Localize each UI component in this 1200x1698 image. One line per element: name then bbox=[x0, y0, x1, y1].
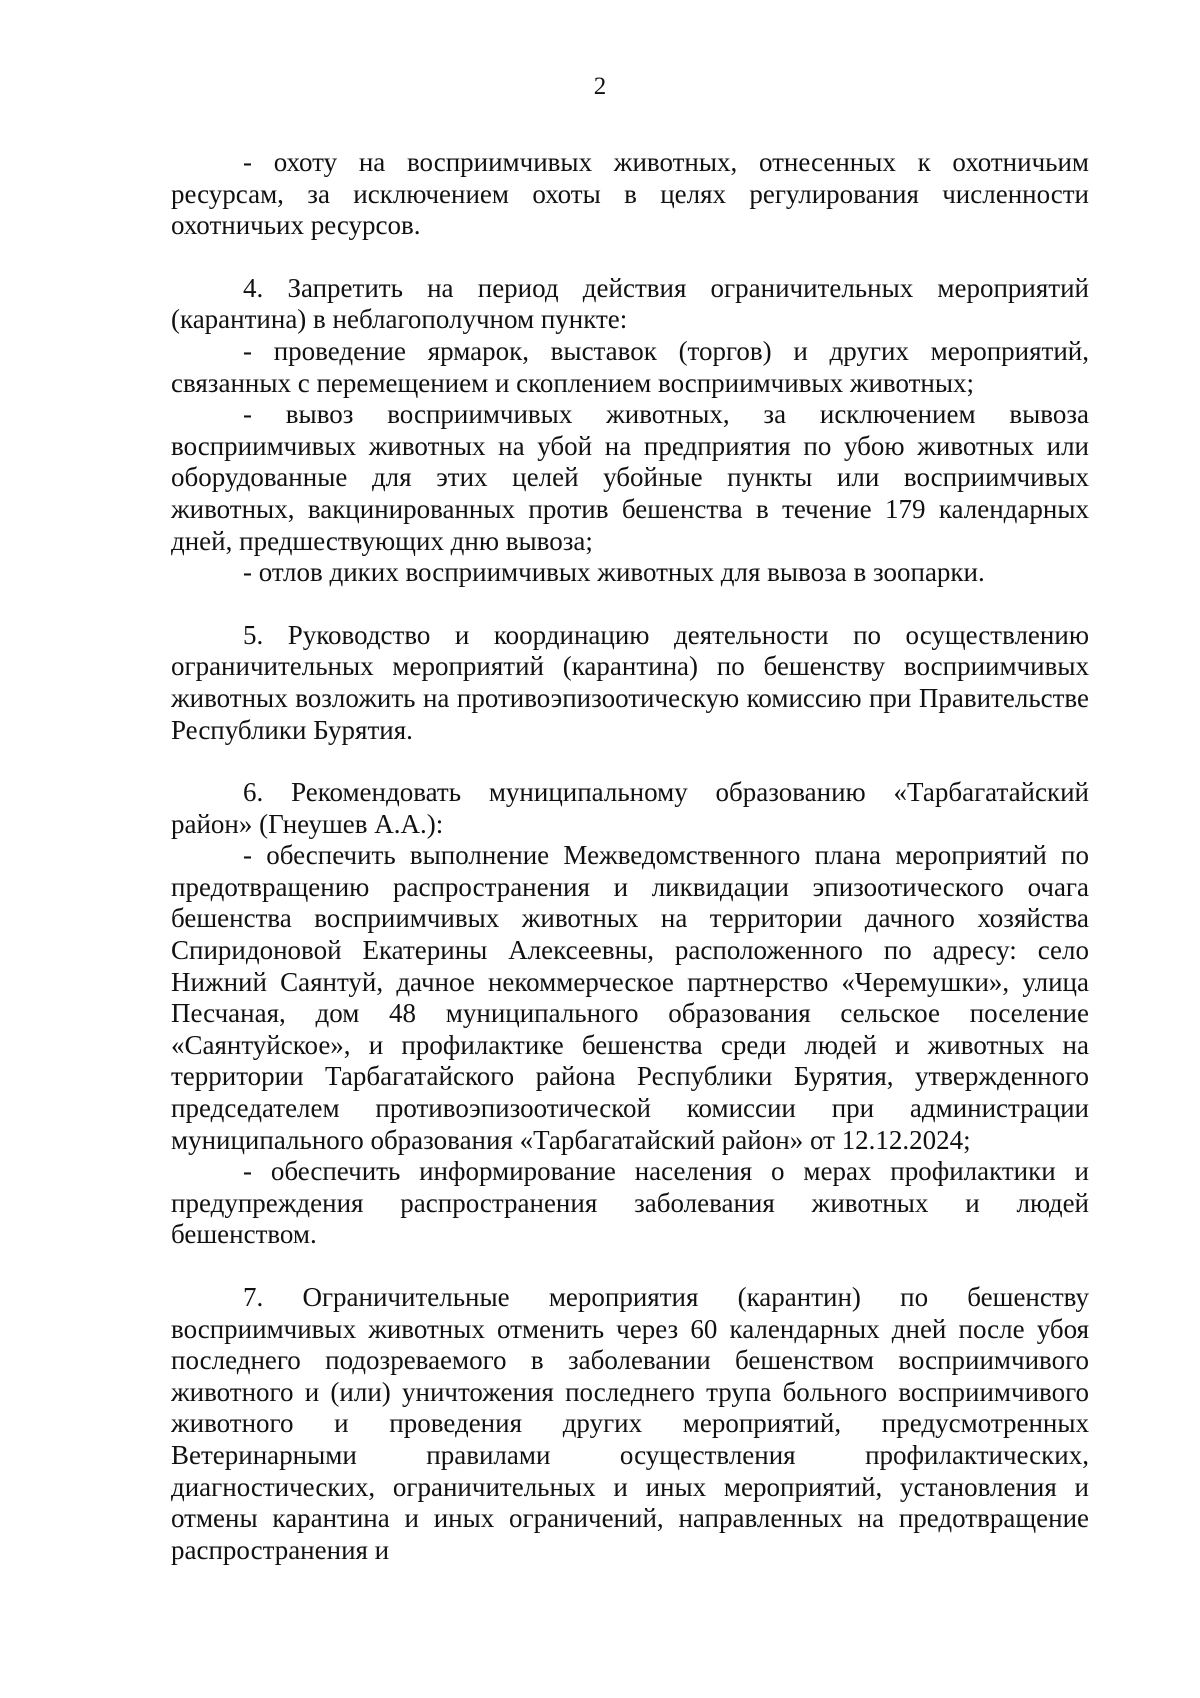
document-body bbox=[171, 147, 1089, 1566]
paragraph-item-7: 7. Ограничительные мероприятия (карантин) по бешенству восприимчивых животных отменить через 60 календарных дней после убоя последнего подозреваемого в заболевании бешенством восприимчивого животного и (или) уничтожения последнего трупа больного восприимчивого животного и проведения других мероприятий, предусмотренных Ветеринарными правилами осуществления профилактических, диагностических, ограничительных и иных мероприятий, установления и отмены карантина и иных ограничений, направленных на предотвращение распространения и bbox=[171, 1282, 1089, 1565]
paragraph-public-information: - обеспечить информирование населения о мерах профилактики и предупреждения распространения заболевания животных и людей бешенством. bbox=[171, 1156, 1089, 1250]
paragraph-plan-implementation: - обеспечить выполнение Межведомственного плана мероприятий по предотвращению распространения и ликвидации эпизоотического очага бешенства восприимчивых животных на территории дачного хозяйства Спиридоновой Екатерины Алексеевны, расположенного по адресу: село Нижний Саянтуй, дачное некоммерческое партнерство «Черемушки», улица Песчаная, дом 48 муниципального образования сельское поселение «Саянтуйское», и профилактике бешенства среди людей и животных на территории Тарбагатайского района Республики Бурятия, утвержденного председателем противоэпизоотической комиссии при администрации муниципального образования «Тарбагатайский район» от 12.12.2024; bbox=[171, 840, 1089, 1155]
paragraph-capture-ban: - отлов диких восприимчивых животных для вывоза в зоопарки. bbox=[243, 557, 985, 588]
paragraph-export-ban: - вывоз восприимчивых животных, за исключением вывоза восприимчивых животных на убой на предприятия по убою животных или оборудованные для этих целей убойные пункты или восприимчивых животных, вакцинированных против бешенства в течение 179 календарных дней, предшествующих дню вывоза; bbox=[171, 399, 1089, 556]
paragraph-item-5: 5. Руководство и координацию деятельности по осуществлению ограничительных мероприятий (карантина) по бешенству восприимчивых животных возложить на противоэпизоотическую комиссию при Правительстве Республики Бурятия. bbox=[171, 619, 1089, 745]
paragraph-gap bbox=[171, 746, 1089, 777]
paragraph-item-4: 4. Запретить на период действия ограничительных мероприятий (карантина) в неблагополучном пункте: bbox=[171, 272, 1089, 335]
paragraph-hunting-ban: - охоту на восприимчивых животных, отнесенных к охотничьим ресурсам, за исключением охоты в целях регулирования численности охотничьих ресурсов. bbox=[171, 147, 1089, 241]
page-number: 2 bbox=[593, 73, 607, 100]
paragraph-fairs-ban: - проведение ярмарок, выставок (торгов) и других мероприятий, связанных с перемещением и скоплением восприимчивых животных; bbox=[171, 335, 1089, 398]
paragraph-gap bbox=[171, 1251, 1089, 1282]
paragraph-item-6: 6. Рекомендовать муниципальному образованию «Тарбагатайский район» (Гнеушев А.А.): bbox=[171, 777, 1089, 839]
paragraph-gap bbox=[171, 589, 1089, 620]
paragraph-gap bbox=[171, 242, 1089, 273]
